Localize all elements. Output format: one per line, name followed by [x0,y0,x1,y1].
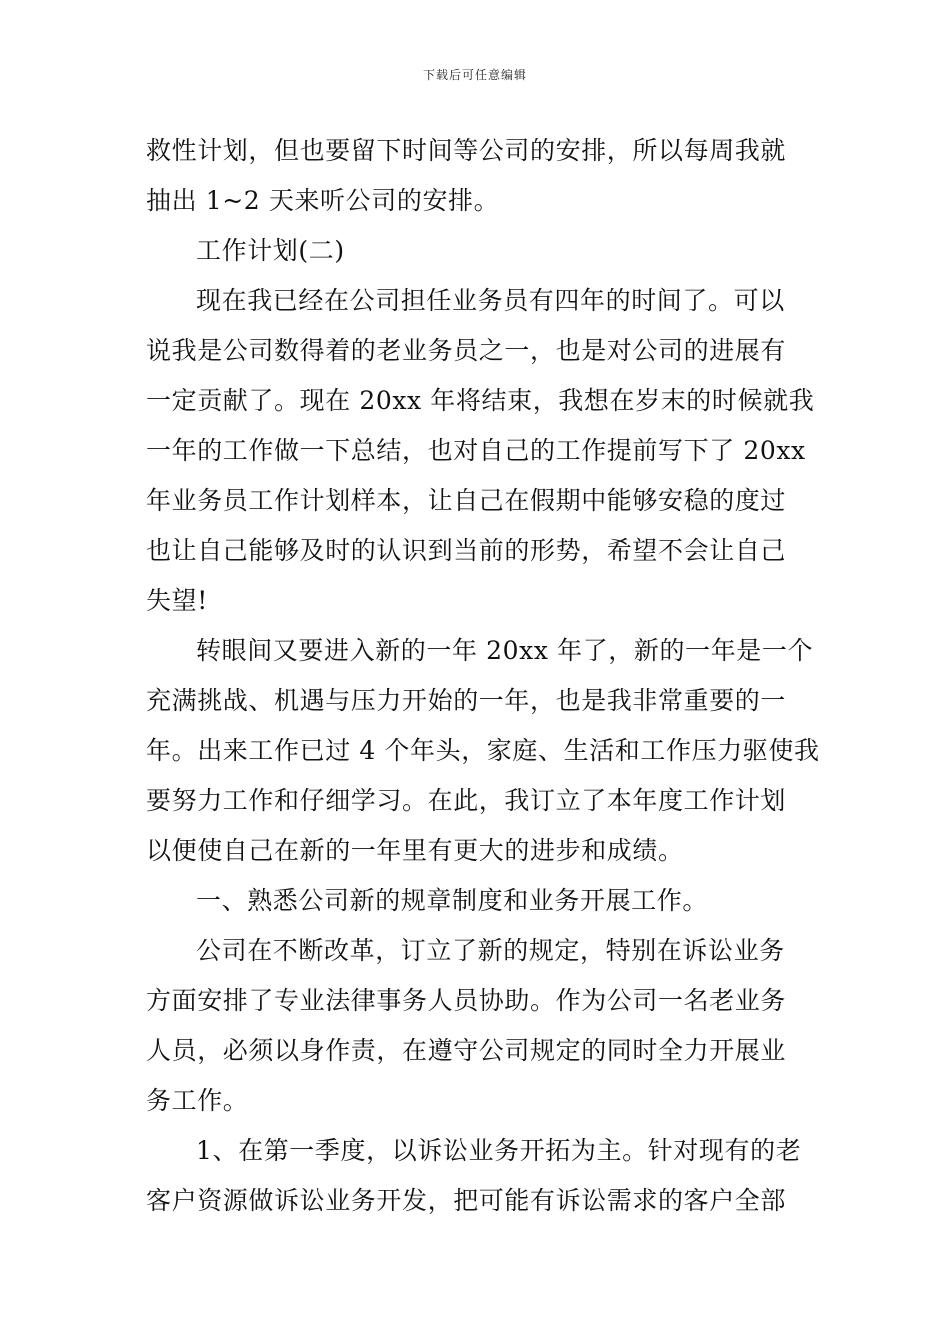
text-line: 公司在不断改革，订立了新的规定，特别在诉讼业务 [196,936,785,965]
text-line: 工作计划(二) [196,236,345,265]
document-body [146,126,820,1226]
text-line: 抽出 1~2 天来听公司的安排。 [146,186,500,215]
text-line: 现在我已经在公司担任业务员有四年的时间了。可以 [196,286,785,315]
page-header-note: 下载后可任意编辑 [422,68,527,82]
text-line: 一年的工作做一下总结，也对自己的工作提前写下了 20xx [146,436,806,465]
text-line: 人员，必须以身作责，在遵守公司规定的同时全力开展业 [146,1036,787,1065]
text-line: 1、在第一季度，以诉讼业务开拓为主。针对现有的老 [196,1136,802,1165]
text-line: 充满挑战、机遇与压力开始的一年，也是我非常重要的一 [146,686,787,715]
text-line: 务工作。 [146,1086,249,1115]
text-line: 转眼间又要进入新的一年 20xx 年了，新的一年是一个 [196,636,814,665]
text-line: 说我是公司数得着的老业务员之一，也是对公司的进展有 [146,336,787,365]
text-line: 失望! [146,586,208,615]
text-line: 要努力工作和仔细学习。在此，我订立了本年度工作计划 [146,786,787,815]
text-line: 以便使自己在新的一年里有更大的进步和成绩。 [146,836,684,865]
text-line: 客户资源做诉讼业务开发，把可能有诉讼需求的客户全部 [146,1186,787,1215]
text-line: 救性计划，但也要留下时间等公司的安排，所以每周我就 [146,136,787,165]
text-line: 年。出来工作已过 4 个年头，家庭、生活和工作压力驱使我 [146,736,820,765]
text-line: 一、熟悉公司新的规章制度和业务开展工作。 [196,886,709,915]
text-line: 方面安排了专业法律事务人员协助。作为公司一名老业务 [146,986,787,1015]
text-line: 年业务员工作计划样本，让自己在假期中能够安稳的度过 [146,486,787,515]
text-line: 也让自己能够及时的认识到当前的形势，希望不会让自己 [146,536,787,565]
text-line: 一定贡献了。现在 20xx 年将结束，我想在岁末的时候就我 [146,386,815,415]
